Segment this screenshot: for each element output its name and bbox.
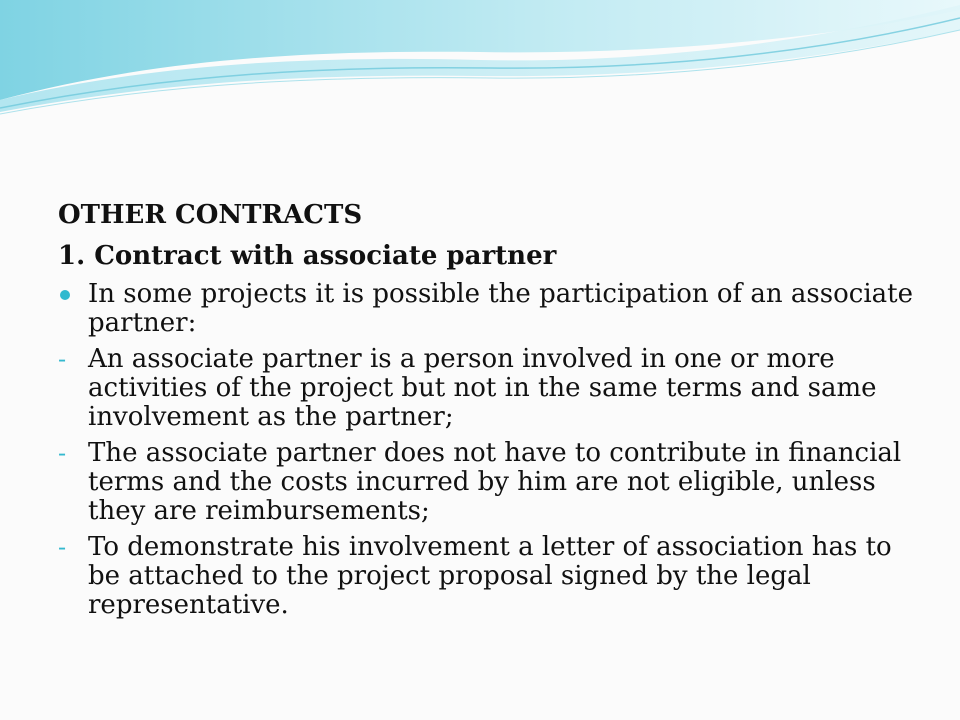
- bullet-icon: [60, 290, 70, 300]
- decorative-wave-header: [0, 0, 960, 120]
- slide-heading: OTHER CONTRACTS: [58, 200, 363, 230]
- list-item-text: An associate partner is a person involved in one or more activities of the project but not in the same terms and same involvement as the partner;: [88, 344, 877, 432]
- list-item-text: To demonstrate his involvement a letter of association has to be attached to the project proposal signed by the legal representative.: [88, 532, 892, 620]
- slide-content: [58, 200, 918, 627]
- item-list: [58, 280, 918, 620]
- slide-subheading: 1. Contract with associate partner: [58, 241, 557, 271]
- list-item-text: The associate partner does not have to contribute in financial terms and the costs incurred by him are not eligible, unless they are reimbursements;: [88, 438, 902, 526]
- list-item: [58, 345, 918, 432]
- list-item-text: In some projects it is possible the participation of an associate partner:: [88, 279, 913, 338]
- dash-icon: -: [58, 439, 67, 467]
- dash-icon: -: [58, 533, 67, 561]
- list-item: [58, 533, 918, 620]
- dash-icon: -: [58, 345, 67, 373]
- list-item: [58, 280, 918, 338]
- list-item: [58, 439, 918, 526]
